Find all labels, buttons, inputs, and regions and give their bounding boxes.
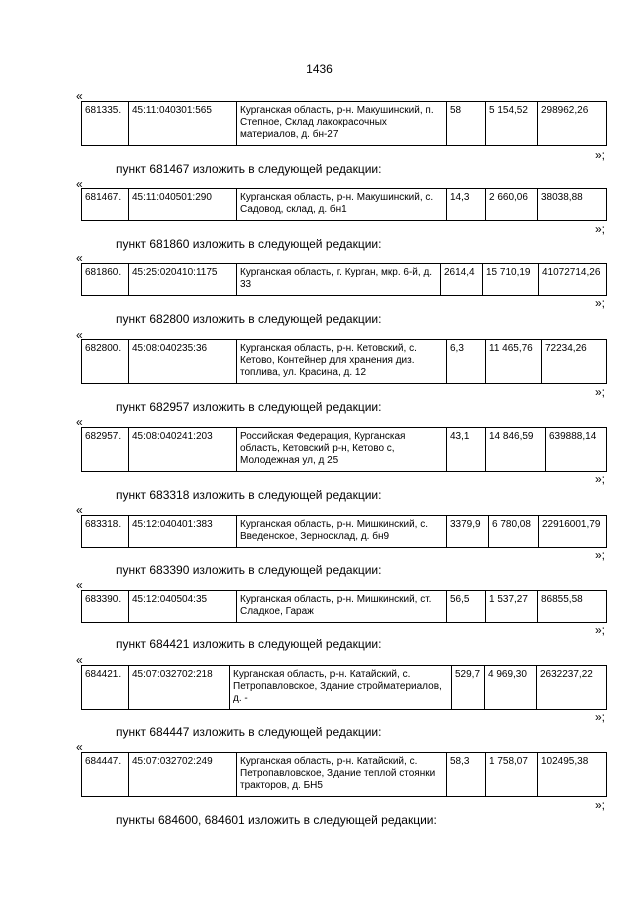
table-row — [82, 428, 607, 472]
record-number: 681335. — [82, 102, 129, 146]
record-table — [81, 339, 607, 384]
cadastral-value: 102495,38 — [538, 753, 607, 797]
address: Курганская область, р-н. Кетовский, с. Кетово, Контейнер для хранения диз. топлива, ул. Красина, д. 12 — [237, 340, 447, 384]
cadastral-number: 45:07:032702:218 — [129, 666, 230, 710]
address: Курганская область, г. Курган, мкр. 6-й, д. 33 — [237, 264, 441, 296]
instruction-text: пункт 683318 изложить в следующей редакции: — [116, 488, 382, 502]
instruction-text: пункт 681860 изложить в следующей редакции: — [116, 237, 382, 251]
record-number: 682957. — [82, 428, 129, 472]
open-quote: « — [76, 653, 83, 667]
address: Курганская область, р-н. Катайский, с. Петропавловское, Здание теплой стоянки тракторов, д. БН5 — [237, 753, 447, 797]
rate: 6 780,08 — [489, 516, 539, 548]
open-quote: « — [76, 89, 83, 103]
cadastral-value: 298962,26 — [538, 102, 607, 146]
record-number: 683318. — [82, 516, 129, 548]
table-row — [82, 340, 607, 384]
record-number: 684421. — [82, 666, 129, 710]
area: 529,7 — [452, 666, 485, 710]
rate: 2 660,06 — [486, 189, 538, 221]
page-number: 1436 — [306, 62, 333, 76]
close-quote: »; — [595, 548, 606, 562]
cadastral-number: 45:12:040504:35 — [129, 591, 237, 623]
cadastral-number: 45:08:040241:203 — [129, 428, 237, 472]
rate: 5 154,52 — [486, 102, 538, 146]
record-number: 683390. — [82, 591, 129, 623]
instruction-text: пункт 682957 изложить в следующей редакции: — [116, 400, 382, 414]
area: 56,5 — [447, 591, 486, 623]
close-quote: »; — [595, 798, 606, 812]
record-number: 681467. — [82, 189, 129, 221]
instruction-text: пункты 684600, 684601 изложить в следующей редакции: — [116, 813, 437, 827]
area: 43,1 — [447, 428, 486, 472]
cadastral-number: 45:07:032702:249 — [129, 753, 237, 797]
close-quote: »; — [595, 148, 606, 162]
instruction-text: пункт 683390 изложить в следующей редакции: — [116, 563, 382, 577]
close-quote: »; — [595, 385, 606, 399]
record-table — [81, 665, 607, 710]
cadastral-value: 41072714,26 — [539, 264, 607, 296]
open-quote: « — [76, 177, 83, 191]
address: Курганская область, р-н. Макушинский, п. Степное, Склад лакокрасочных материалов, д. бн-27 — [237, 102, 447, 146]
area: 58 — [447, 102, 486, 146]
cadastral-value: 72234,26 — [542, 340, 607, 384]
record-table — [81, 263, 607, 296]
area: 6,3 — [447, 340, 486, 384]
area: 58,3 — [447, 753, 486, 797]
rate: 1 758,07 — [486, 753, 538, 797]
address: Курганская область, р-н. Мишкинский, ст. Сладкое, Гараж — [237, 591, 447, 623]
record-table — [81, 427, 607, 472]
address: Курганская область, р-н. Макушинский, с. Садовод, склад, д. бн1 — [237, 189, 447, 221]
instruction-text: пункт 684421 изложить в следующей редакции: — [116, 637, 382, 651]
table-row — [82, 102, 607, 146]
area: 2614,4 — [441, 264, 483, 296]
open-quote: « — [76, 740, 83, 754]
address: Курганская область, р-н. Катайский, с. Петропавловское, Здание стройматериалов, д. - — [230, 666, 452, 710]
close-quote: »; — [595, 296, 606, 310]
open-quote: « — [76, 415, 83, 429]
open-quote: « — [76, 503, 83, 517]
record-number: 681860. — [82, 264, 129, 296]
close-quote: »; — [595, 472, 606, 486]
cadastral-value: 86855,58 — [538, 591, 607, 623]
table-row — [82, 591, 607, 623]
rate: 14 846,59 — [486, 428, 546, 472]
cadastral-number: 45:11:040501:290 — [129, 189, 237, 221]
table-row — [82, 264, 607, 296]
rate: 4 969,30 — [485, 666, 537, 710]
cadastral-value: 38038,88 — [538, 189, 607, 221]
instruction-text: пункт 684447 изложить в следующей редакции: — [116, 725, 382, 739]
close-quote: »; — [595, 623, 606, 637]
rate: 11 465,76 — [486, 340, 542, 384]
record-table — [81, 188, 607, 221]
record-table — [81, 752, 607, 797]
cadastral-value: 22916001,79 — [539, 516, 607, 548]
record-table — [81, 515, 607, 548]
rate: 1 537,27 — [486, 591, 538, 623]
address: Курганская область, р-н. Мишкинский, с. Введенское, Зерносклад, д. бн9 — [237, 516, 447, 548]
area: 14,3 — [447, 189, 486, 221]
record-number: 684447. — [82, 753, 129, 797]
area: 3379,9 — [447, 516, 489, 548]
cadastral-number: 45:25:020410:1175 — [129, 264, 237, 296]
instruction-text: пункт 681467 изложить в следующей редакции: — [116, 162, 382, 176]
instruction-text: пункт 682800 изложить в следующей редакции: — [116, 312, 382, 326]
table-row — [82, 189, 607, 221]
cadastral-value: 2632237,22 — [537, 666, 607, 710]
address: Российская Федерация, Курганская область, Кетовский р-н, Кетово с, Молодежная ул, д 25 — [237, 428, 447, 472]
table-row — [82, 666, 607, 710]
cadastral-number: 45:11:040301:565 — [129, 102, 237, 146]
record-table — [81, 590, 607, 623]
open-quote: « — [76, 251, 83, 265]
rate: 15 710,19 — [483, 264, 539, 296]
close-quote: »; — [595, 710, 606, 724]
record-table — [81, 101, 607, 146]
cadastral-number: 45:08:040235:36 — [129, 340, 237, 384]
record-number: 682800. — [82, 340, 129, 384]
cadastral-number: 45:12:040401:383 — [129, 516, 237, 548]
table-row — [82, 516, 607, 548]
close-quote: »; — [595, 222, 606, 236]
cadastral-value: 639888,14 — [546, 428, 607, 472]
table-row — [82, 753, 607, 797]
open-quote: « — [76, 578, 83, 592]
open-quote: « — [76, 328, 83, 342]
